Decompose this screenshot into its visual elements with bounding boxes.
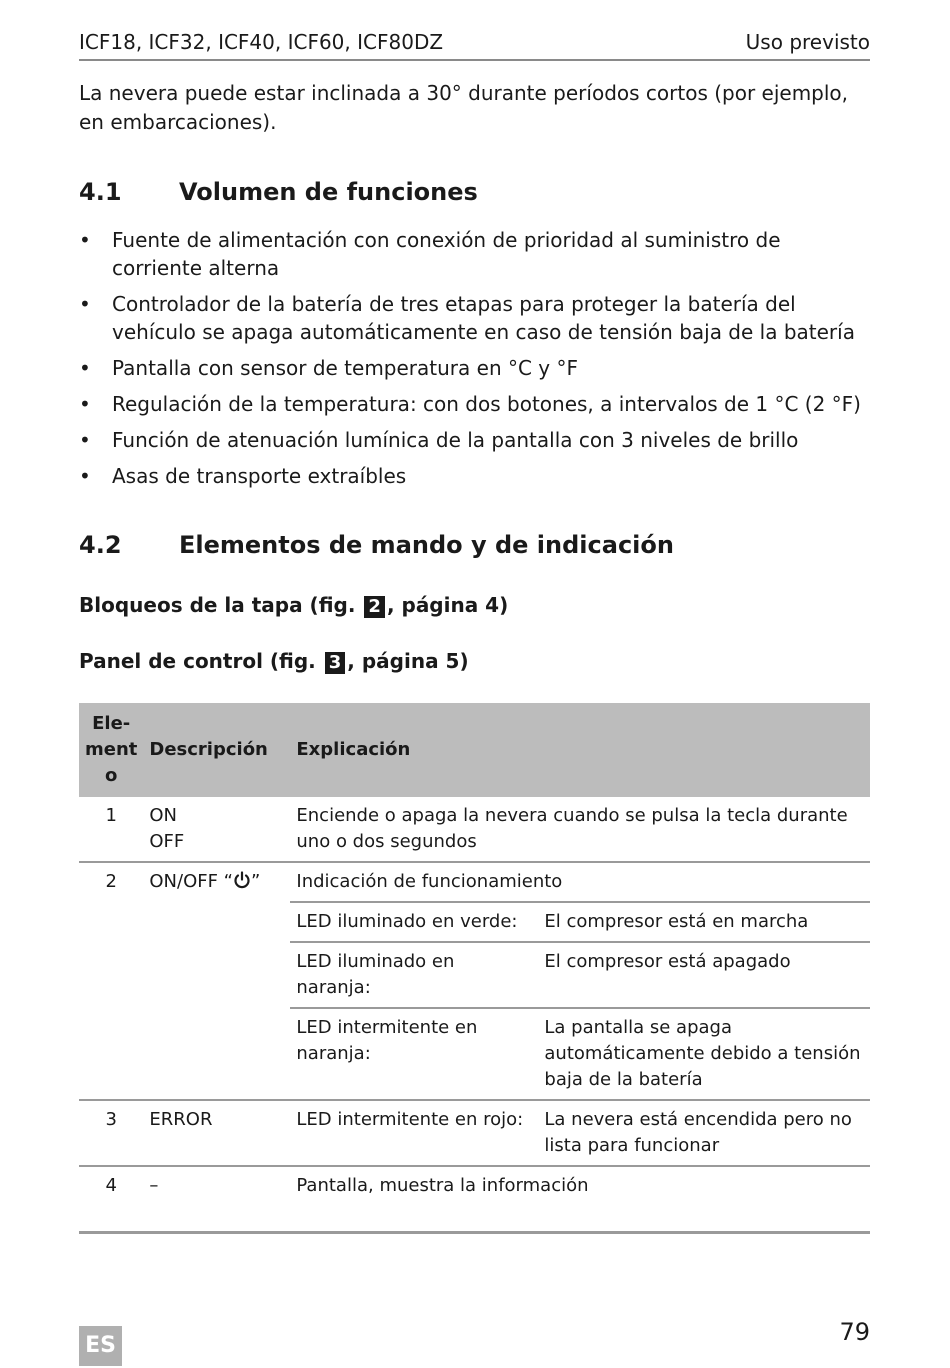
feature-list: [79, 226, 870, 498]
intro-paragraph: La nevera puede estar inclinada a 30° durante períodos cortos (por ejemplo, en embarcaciones).: [79, 81, 849, 134]
list-item: [79, 462, 870, 490]
figure-ref-badge: 3: [325, 652, 346, 674]
bullet: •: [79, 292, 91, 316]
table-row: [79, 862, 870, 902]
cell-element: 3: [79, 1100, 143, 1166]
heading-number: 4.2: [79, 531, 122, 559]
desc-text: ON/OFF “: [149, 871, 234, 892]
subheading-text: , página 5): [347, 649, 469, 673]
bullet: •: [79, 228, 91, 252]
heading-4-2: [79, 531, 674, 559]
list-item: [79, 226, 870, 282]
list-item-text: Función de atenuación lumínica de la pantalla con 3 niveles de brillo: [112, 428, 799, 452]
subheading-text: Bloqueos de la tapa (fig.: [79, 593, 356, 617]
col-header-explanation: Explicación: [290, 703, 870, 797]
heading-number: 4.1: [79, 178, 122, 206]
cell-led-state: LED intermitente en rojo:: [290, 1100, 538, 1166]
list-item-text: Pantalla con sensor de temperatura en °C y °F: [112, 356, 578, 380]
col-header-description: Descripción: [143, 703, 290, 797]
page-header: [79, 28, 870, 61]
desc-line: OFF: [149, 831, 185, 852]
subheading-text: Panel de control (fig.: [79, 649, 316, 673]
list-item-text: Asas de transporte extraíbles: [112, 464, 407, 488]
cell-description: ERROR: [143, 1100, 290, 1166]
desc-text: ”: [251, 871, 261, 892]
cell-element: 1: [79, 797, 143, 862]
desc-line: ON: [149, 805, 178, 826]
header-models: ICF18, ICF32, ICF40, ICF60, ICF80DZ: [79, 30, 444, 54]
cell-element: 4: [79, 1166, 143, 1233]
subheading-text: , página 4): [386, 593, 509, 617]
table-row: [79, 1166, 870, 1233]
page-number: 79: [839, 1318, 870, 1346]
cell-led-meaning: La pantalla se apaga automáticamente debido a tensión baja de la batería: [538, 1008, 870, 1100]
language-badge: ES: [79, 1326, 122, 1366]
cell-explanation: Pantalla, muestra la información: [290, 1166, 870, 1233]
table-row: [79, 797, 870, 862]
cell-explanation: Enciende o apaga la nevera cuando se pulsa la tecla durante uno o dos segundos: [290, 797, 870, 862]
heading-title: Elementos de mando y de indicación: [179, 531, 674, 559]
cell-led-state: LED intermitente en naranja:: [290, 1008, 538, 1100]
bullet: •: [79, 428, 91, 452]
cell-led-state: LED iluminado en verde:: [290, 902, 538, 942]
subheading-control-panel: [79, 649, 469, 674]
cell-description: –: [143, 1166, 290, 1233]
col-header-element: Ele- ment o: [79, 703, 143, 797]
heading-4-1: [79, 178, 478, 206]
cell-element: 2: [79, 862, 143, 1100]
bullet: •: [79, 464, 91, 488]
table-row: [79, 1100, 870, 1166]
header-section: Uso previsto: [745, 30, 870, 54]
list-item-text: Fuente de alimentación con conexión de prioridad al suministro de corriente alterna: [112, 228, 781, 280]
bullet: •: [79, 356, 91, 380]
list-item: [79, 290, 870, 346]
power-icon: [233, 871, 251, 897]
list-item: [79, 354, 870, 382]
cell-led-meaning: La nevera está encendida pero no lista para funcionar: [538, 1100, 870, 1166]
subheading-lid-locks: [79, 593, 508, 618]
cell-led-state: LED iluminado en naranja:: [290, 942, 538, 1008]
list-item-text: Controlador de la batería de tres etapas para proteger la batería del vehículo se apaga automáticamente en caso de tensión baja de la batería: [112, 292, 855, 344]
cell-description: [143, 797, 290, 862]
control-table: [79, 703, 870, 1234]
list-item: [79, 426, 870, 454]
heading-title: Volumen de funciones: [179, 178, 478, 206]
list-item-text: Regulación de la temperatura: con dos botones, a intervalos de 1 °C (2 °F): [112, 392, 861, 416]
list-item: [79, 390, 870, 418]
cell-explanation: Indicación de funcionamiento: [290, 862, 870, 902]
cell-led-meaning: El compresor está en marcha: [538, 902, 870, 942]
cell-description: [143, 862, 290, 1100]
cell-led-meaning: El compresor está apagado: [538, 942, 870, 1008]
figure-ref-badge: 2: [364, 596, 385, 618]
bullet: •: [79, 392, 91, 416]
table-header-row: [79, 703, 870, 797]
